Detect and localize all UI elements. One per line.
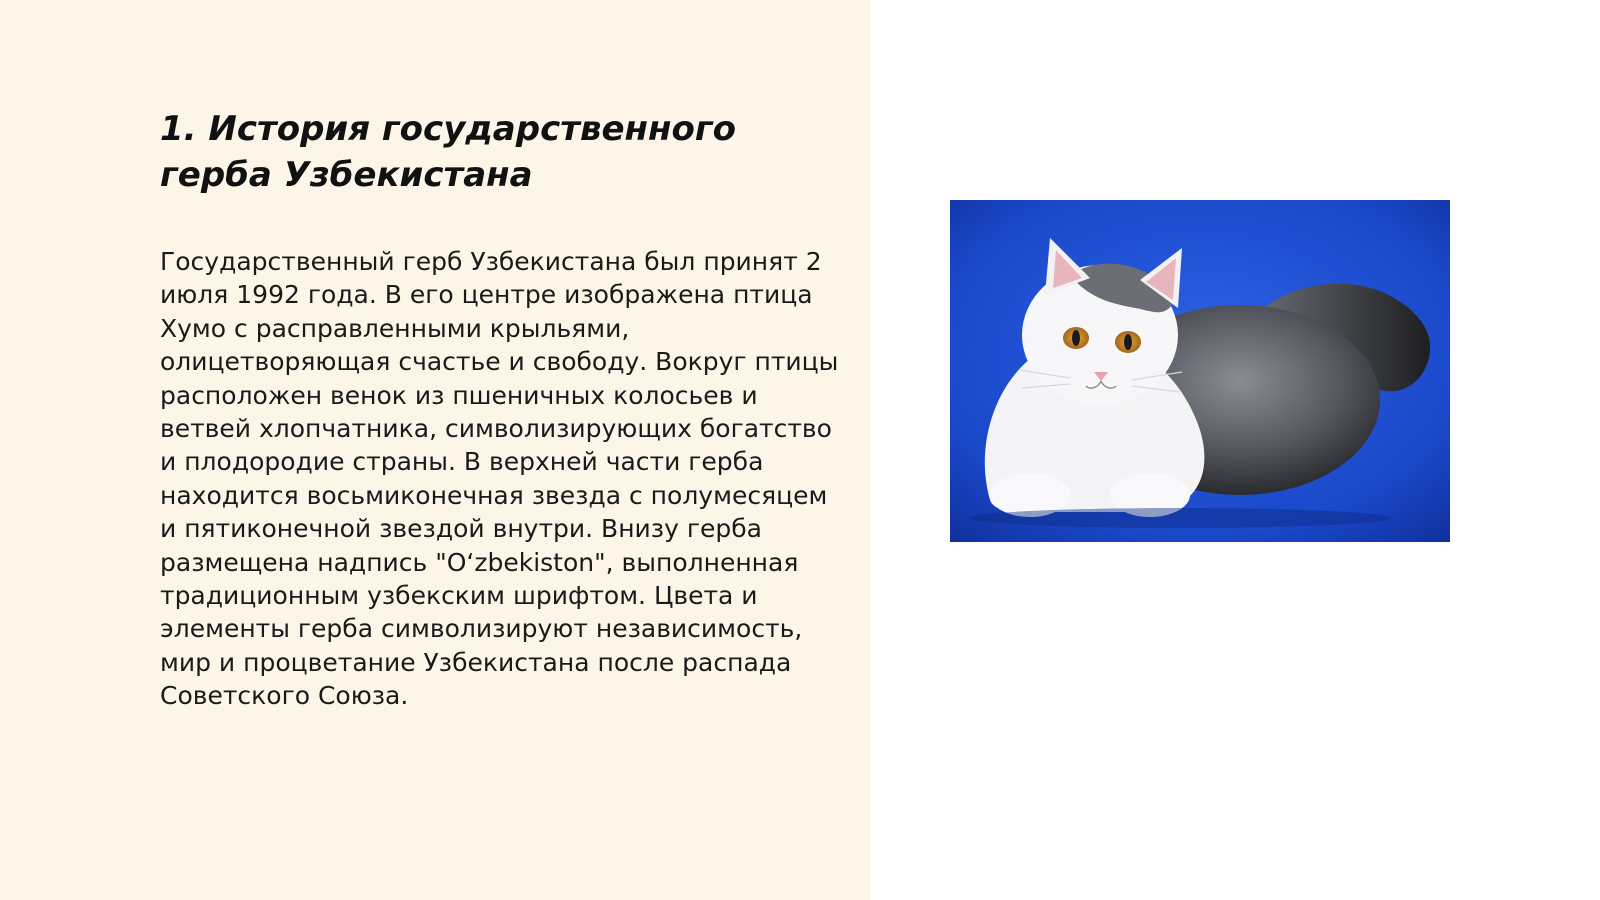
slide-title: 1. История государственного герба Узбекистана	[160, 109, 736, 195]
cat-photo	[950, 200, 1450, 542]
slide-body-text: Государственный герб Узбекистана был принят 2 июля 1992 года. В его центре изображена птица Хумо с расправленными крыльями, олицетворяющая счастье и свободу. Вокруг птицы расположен венок из пшеничных колосьев и ветвей хлопчатника, символизирующих богатство и плодородие страны. В верхней части герба находится восьмиконечная звезда с полумесяцем и пятиконечной звездой внутри. Внизу герба размещена надпись "Oʻzbekiston", выполненная традиционным узбекским шрифтом. Цвета и элементы герба символизируют независимость, мир и процветание Узбекистана после распада Советского Союза.	[160, 247, 839, 711]
cat-illustration	[950, 200, 1450, 542]
